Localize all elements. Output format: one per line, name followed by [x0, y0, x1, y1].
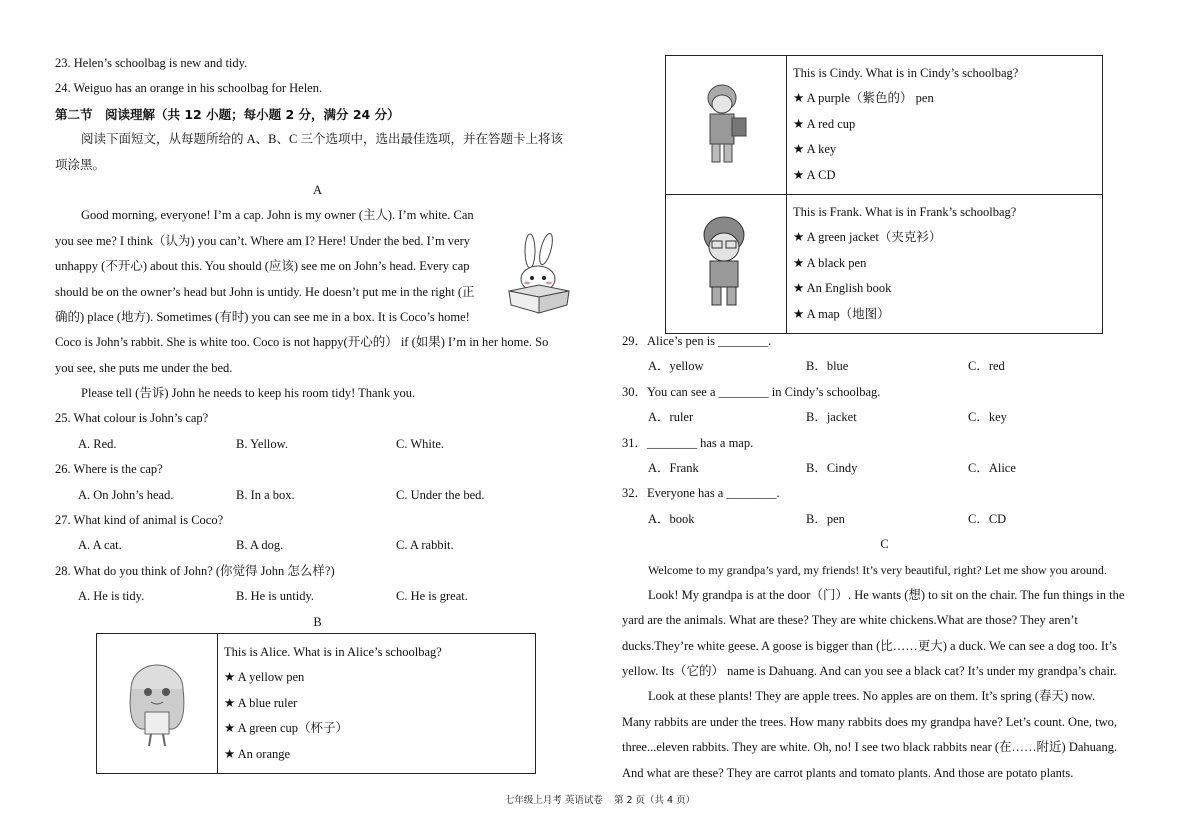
- option-b[interactable]: B．Cindy: [806, 460, 858, 475]
- cindy-frank-table: [665, 55, 1103, 334]
- frank-item: ★ A green jacket（夹克衫）: [793, 230, 942, 245]
- alice-item: ★ A blue ruler: [224, 695, 298, 710]
- statement-23: 23. Helen’s schoolbag is new and tidy.: [55, 56, 248, 70]
- option-c[interactable]: C. He is great.: [396, 589, 468, 604]
- exam-name: 七年级上月考 英语试卷: [504, 795, 603, 806]
- option-c[interactable]: C．key: [968, 410, 1007, 425]
- passage-a-label: A: [312, 182, 323, 197]
- passage-c-line: Look! My grandpa is at the door（门）. He wants (想) to sit on the chair. The fun things in the: [648, 587, 1125, 602]
- question-31: 31．________ has a map.: [622, 435, 754, 450]
- option-b[interactable]: B．pen: [806, 511, 845, 526]
- alice-item: ★ A green cup（杯子）: [224, 721, 349, 736]
- options-32: [622, 507, 1147, 532]
- cindy-item: ★ A purple（紫色的） pen: [793, 91, 934, 106]
- frank-item: ★ A map（地图）: [793, 306, 890, 321]
- passage-c-line: yard are the animals. What are these? They are white chickens.What are those? They aren’t: [622, 613, 1078, 628]
- question-32: 32．Everyone has a ________.: [622, 486, 780, 501]
- passage-c-line: Many rabbits are under the trees. How many rabbits does my grandpa have? Let’s count. One, two,: [622, 714, 1117, 729]
- option-c[interactable]: C. A rabbit.: [396, 538, 454, 553]
- boy-with-glasses-image: [666, 195, 786, 329]
- passage-c-line: Welcome to my grandpa’s yard, my friends! It’s very beautiful, right? Let me show you around.: [648, 562, 1107, 577]
- left-column: [55, 55, 580, 635]
- girl-with-bag-image: [666, 56, 786, 190]
- passage-a-line: you see, she puts me under the bed.: [55, 360, 233, 375]
- cindy-item: ★ A red cup: [793, 116, 856, 131]
- alice-picture-cell: [97, 634, 218, 774]
- cindy-picture-cell: [666, 56, 787, 195]
- cindy-card-title: This is Cindy. What is in Cindy’s schoolbag?: [793, 66, 1019, 80]
- frank-item: ★ A black pen: [793, 255, 867, 270]
- frank-picture-cell: [666, 195, 787, 334]
- passage-c-line: yellow. Its（它的） name is Dahuang. And can you see a black cat? It’s under my grandpa’s chair.: [622, 664, 1117, 679]
- option-b[interactable]: B. A dog.: [236, 538, 284, 553]
- question-28: 28. What do you think of John? (你觉得 John 怎么样?): [55, 563, 335, 578]
- alice-list-cell: [218, 634, 536, 774]
- page-number: 第 2 页（共 4 页）: [613, 795, 696, 806]
- passage-a-line: unhappy (不开心) about this. You should (应该) see me on John’s head. Every cap: [55, 259, 470, 274]
- option-a[interactable]: A. A cat.: [78, 538, 122, 553]
- page-footer: [0, 792, 1200, 806]
- options-29: [622, 354, 1147, 379]
- passage-a-line: Good morning, everyone! I’m a cap. John is my owner (主人). I’m white. Can: [81, 208, 474, 223]
- passage-a-line: 确的) place (地方). Sometimes (有时) you can see me in a box. It is Coco’s home!: [55, 309, 470, 324]
- frank-card-title: This is Frank. What is in Frank’s schoolbag?: [793, 205, 1017, 219]
- option-b[interactable]: B. He is untidy.: [236, 589, 315, 604]
- option-a[interactable]: A. On John’s head.: [78, 487, 174, 502]
- left-questions: [55, 406, 580, 635]
- cindy-list-cell: [787, 56, 1103, 195]
- question-26: 26. Where is the cap?: [55, 462, 163, 477]
- passage-c-line: ducks.They’re white geese. A goose is bigger than (比……更大) a duck. We can see a dog too. It’s: [622, 638, 1117, 653]
- option-b[interactable]: B. In a box.: [236, 487, 295, 502]
- option-a[interactable]: A．book: [648, 511, 695, 526]
- options-28: [55, 584, 580, 609]
- option-c[interactable]: C．red: [968, 359, 1005, 374]
- frank-item: ★ An English book: [793, 281, 892, 296]
- right-column: [622, 329, 1147, 786]
- option-c[interactable]: C．Alice: [968, 460, 1016, 475]
- options-27: [55, 533, 580, 558]
- rabbit-in-box-image: [505, 233, 573, 315]
- section-title: 第二节 阅读理解（共 12 小题；每小题 2 分，满分 24 分）: [55, 106, 400, 122]
- option-b[interactable]: B. Yellow.: [236, 436, 288, 451]
- option-c[interactable]: C．CD: [968, 511, 1007, 526]
- options-26: [55, 483, 580, 508]
- alice-item: ★ An orange: [224, 746, 291, 761]
- option-a[interactable]: A．Frank: [648, 460, 699, 475]
- alice-item: ★ A yellow pen: [224, 670, 305, 685]
- frank-list-cell: [787, 195, 1103, 334]
- question-30: 30．You can see a ________ in Cindy’s schoolbag.: [622, 384, 881, 399]
- statement-24: 24. Weiguo has an orange in his schoolbag for Helen.: [55, 81, 323, 96]
- alice-card: [96, 633, 536, 774]
- option-a[interactable]: A. Red.: [78, 436, 117, 451]
- passage-a-line: Please tell (告诉) John he needs to keep his room tidy! Thank you.: [81, 386, 416, 401]
- option-a[interactable]: A．ruler: [648, 410, 694, 425]
- option-a[interactable]: A. He is tidy.: [78, 589, 145, 604]
- cindy-item: ★ A CD: [793, 167, 836, 182]
- cindy-item: ★ A key: [793, 142, 837, 157]
- instruction-line-2: 项涂黑。: [55, 157, 106, 172]
- passage-a: [55, 203, 580, 406]
- option-b[interactable]: B．jacket: [806, 410, 857, 425]
- passage-a-line: should be on the owner’s head but John is untidy. He doesn’t put me in the right (正: [55, 284, 475, 299]
- passage-c-line: And what are these? They are carrot plants and tomato plants. And those are potato plants.: [622, 765, 1074, 780]
- option-c[interactable]: C. Under the bed.: [396, 487, 485, 502]
- options-31: [622, 456, 1147, 481]
- question-27: 27. What kind of animal is Coco?: [55, 513, 224, 528]
- instruction-line-1: 阅读下面短文，从每题所给的 A、B、C 三个选项中，选出最佳选项，并在答题卡上将该: [81, 132, 563, 147]
- question-25: 25. What colour is John’s cap?: [55, 411, 209, 426]
- passage-a-line: Coco is John’s rabbit. She is white too. Coco is not happy(开心的） if (如果) I’m in her home. So: [55, 335, 549, 350]
- girl-image: [97, 634, 217, 769]
- options-25: [55, 432, 580, 457]
- passage-c-label: C: [880, 537, 889, 552]
- passage-c-line: three...eleven rabbits. They are white. Oh, no! I see two black rabbits near (在……附近) Dahuang.: [622, 740, 1118, 755]
- option-a[interactable]: A．yellow: [648, 359, 704, 374]
- question-29: 29．Alice’s pen is ________.: [622, 334, 772, 348]
- passage-c-line: Look at these plants! They are apple trees. No apples are on them. It’s spring (春天) now.: [648, 689, 1096, 704]
- alice-card-title: This is Alice. What is in Alice’s schoolbag?: [224, 645, 442, 659]
- passage-a-line: you see me? I think（认为) you can’t. Where am I? Here! Under the bed. I’m very: [55, 233, 471, 248]
- options-30: [622, 405, 1147, 430]
- option-b[interactable]: B．blue: [806, 359, 849, 374]
- option-c[interactable]: C. White.: [396, 436, 445, 451]
- passage-b-label: B: [313, 614, 322, 629]
